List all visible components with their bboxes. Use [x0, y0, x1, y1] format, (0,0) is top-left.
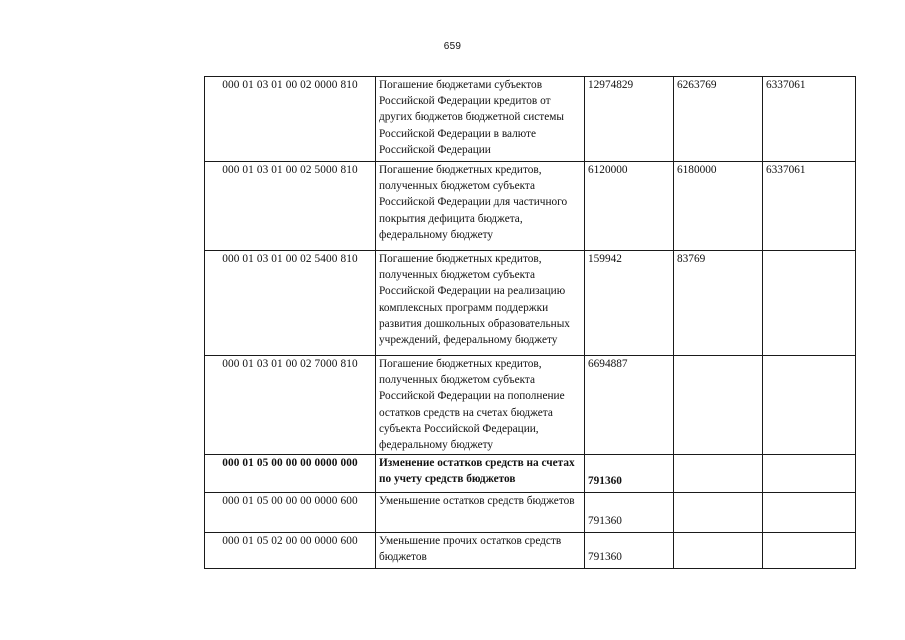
- amount-cell-2: 6180000: [674, 162, 763, 251]
- amount-cell-2: [674, 493, 763, 533]
- item-name-cell: Погашение бюджетных кредитов, полученных бюджетом субъекта Российской Федерации для частичного покрытия дефицита бюджета, федеральному бюджету: [376, 162, 585, 251]
- budget-code-cell: 000 01 03 01 00 02 5000 810: [205, 162, 376, 251]
- item-name-cell: Погашение бюджетных кредитов, полученных бюджетом субъекта Российской Федерации на реализацию комплексных программ поддержки развития дошкольных образовательных учреждений, федеральному бюджету: [376, 251, 585, 356]
- amount-cell-1: 791360: [585, 533, 674, 569]
- amount-cell-1: 6694887: [585, 356, 674, 455]
- budget-code-cell: 000 01 03 01 00 02 7000 810: [205, 356, 376, 455]
- item-name-cell: Погашение бюджетных кредитов, полученных бюджетом субъекта Российской Федерации на пополнение остатков средств на счетах бюджета субъекта Российской Федерации, федеральному бюджету: [376, 356, 585, 455]
- table-row: [205, 356, 856, 455]
- amount-cell-3: [763, 455, 856, 493]
- table-row: [205, 162, 856, 251]
- item-name-cell: Уменьшение прочих остатков средств бюджетов: [376, 533, 585, 569]
- table-row: [205, 533, 856, 569]
- item-name-cell: Изменение остатков средств на счетах по учету средств бюджетов: [376, 455, 585, 493]
- budget-sources-table: [204, 76, 856, 569]
- amount-cell-3: 6337061: [763, 162, 856, 251]
- amount-cell-2: [674, 356, 763, 455]
- table-row: [205, 455, 856, 493]
- amount-cell-3: 6337061: [763, 77, 856, 162]
- table-row: [205, 251, 856, 356]
- amount-cell-1: 791360: [585, 493, 674, 533]
- amount-cell-3: [763, 493, 856, 533]
- amount-cell-2: [674, 533, 763, 569]
- amount-cell-3: [763, 356, 856, 455]
- table-row: [205, 77, 856, 162]
- table-row: [205, 493, 856, 533]
- amount-cell-2: [674, 455, 763, 493]
- budget-code-cell: 000 01 05 02 00 00 0000 600: [205, 533, 376, 569]
- item-name-cell: Погашение бюджетами субъектов Российской Федерации кредитов от других бюджетов бюджетной системы Российской Федерации в валюте Российской Федерации: [376, 77, 585, 162]
- budget-code-cell: 000 01 05 00 00 00 0000 000: [205, 455, 376, 493]
- amount-cell-1: 6120000: [585, 162, 674, 251]
- amount-cell-3: [763, 251, 856, 356]
- amount-cell-1: 159942: [585, 251, 674, 356]
- page-number: 659: [443, 41, 462, 52]
- item-name-cell: Уменьшение остатков средств бюджетов: [376, 493, 585, 533]
- amount-cell-2: 6263769: [674, 77, 763, 162]
- budget-code-cell: 000 01 03 01 00 02 0000 810: [205, 77, 376, 162]
- budget-code-cell: 000 01 03 01 00 02 5400 810: [205, 251, 376, 356]
- amount-cell-3: [763, 533, 856, 569]
- amount-cell-1: 12974829: [585, 77, 674, 162]
- amount-cell-1: 791360: [585, 455, 674, 493]
- budget-code-cell: 000 01 05 00 00 00 0000 600: [205, 493, 376, 533]
- amount-cell-2: 83769: [674, 251, 763, 356]
